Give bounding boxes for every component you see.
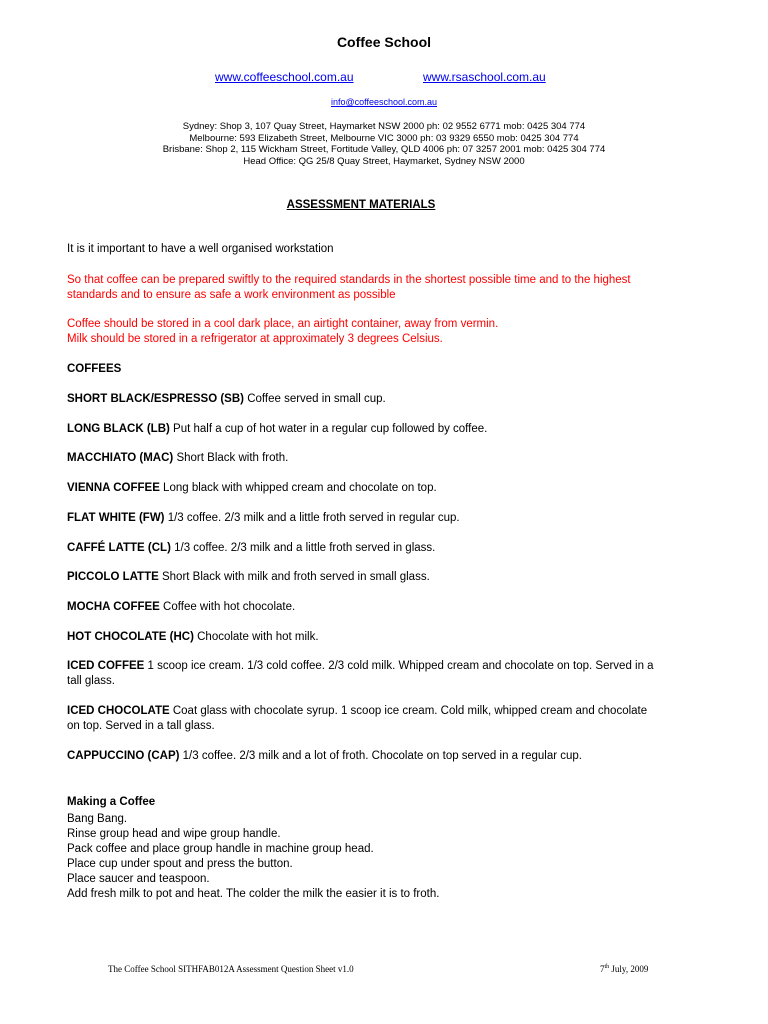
coffee-desc: 1/3 coffee. 2/3 milk and a lot of froth. Chocolate on top served in a regular cup. bbox=[179, 750, 582, 762]
storage-milk-line: Milk should be stored in a refrigerator at approximately 3 degrees Celsius. bbox=[67, 333, 443, 345]
coffee-name: VIENNA COFFEE bbox=[67, 482, 160, 494]
address-melbourne: Melbourne: 593 Elizabeth Street, Melbourne VIC 3000 ph: 03 9329 6550 mob: 0425 304 774 bbox=[189, 132, 579, 144]
red-paragraph-storage bbox=[67, 317, 667, 347]
coffee-desc: 1 scoop ice cream. 1/3 cold coffee. 2/3 cold milk. Whipped cream and chocolate on top. Served in a tall glass. bbox=[67, 660, 654, 687]
coffee-desc: 1/3 coffee. 2/3 milk and a little froth served in regular cup. bbox=[164, 512, 460, 524]
list-item: Place saucer and teaspoon. bbox=[67, 873, 210, 885]
email-row bbox=[0, 97, 768, 107]
coffee-name: CAPPUCCINO (CAP) bbox=[67, 750, 180, 762]
footer-document-id: The Coffee School SITHFAB012A Assessment Question Sheet v1.0 bbox=[108, 964, 354, 974]
coffee-item bbox=[67, 749, 667, 764]
intro-text: It is it important to have a well organised workstation bbox=[67, 243, 334, 255]
coffee-desc: Put half a cup of hot water in a regular cup followed by coffee. bbox=[169, 423, 488, 435]
coffee-name: LONG BLACK (LB) bbox=[67, 423, 170, 435]
coffee-item bbox=[67, 704, 657, 734]
coffee-item bbox=[67, 630, 667, 645]
coffee-name: SHORT BLACK/ESPRESSO (SB) bbox=[67, 393, 244, 405]
document-title: Coffee School bbox=[336, 34, 432, 50]
coffee-desc: Coffee with hot chocolate. bbox=[159, 601, 296, 613]
footer-date-day: 7 bbox=[600, 964, 605, 974]
list-item: Bang Bang. bbox=[67, 813, 128, 825]
rsaschool-link[interactable]: www.rsaschool.com.au bbox=[423, 70, 546, 84]
address-brisbane: Brisbane: Shop 2, 115 Wickham Street, Fortitude Valley, QLD 4006 ph: 07 3257 2001 mob: 0425 304 774 bbox=[162, 144, 606, 155]
coffees-heading: COFFEES bbox=[67, 363, 122, 375]
storage-coffee-line: Coffee should be stored in a cool dark place, an airtight container, away from vermin. bbox=[67, 318, 499, 330]
footer-date bbox=[600, 964, 648, 974]
coffee-name: ICED CHOCOLATE bbox=[67, 705, 170, 717]
coffee-name: CAFFÉ LATTE (CL) bbox=[67, 542, 171, 554]
coffee-item bbox=[67, 451, 667, 466]
making-steps bbox=[67, 812, 667, 902]
coffee-name: MOCHA COFFEE bbox=[67, 601, 160, 613]
coffee-desc: 1/3 coffee. 2/3 milk and a little froth served in glass. bbox=[170, 542, 436, 554]
coffeeschool-link[interactable]: www.coffeeschool.com.au bbox=[215, 70, 354, 84]
coffee-desc: Chocolate with hot milk. bbox=[193, 631, 319, 643]
coffee-desc: Coffee served in small cup. bbox=[244, 393, 386, 405]
list-item: Place cup under spout and press the button. bbox=[67, 858, 293, 870]
coffee-desc: Coat glass with chocolate syrup. 1 scoop ice cream. Cold milk, whipped cream and chocolate on top. Served in a tall glass. bbox=[67, 705, 648, 732]
coffee-name: MACCHIATO (MAC) bbox=[67, 452, 174, 464]
list-item: Add fresh milk to pot and heat. The colder the milk the easier it is to froth. bbox=[67, 888, 440, 900]
coffee-item bbox=[67, 392, 667, 407]
coffee-name: HOT CHOCOLATE (HC) bbox=[67, 631, 194, 643]
coffee-item bbox=[67, 659, 657, 689]
email-link[interactable]: info@coffeeschool.com.au bbox=[330, 97, 438, 107]
coffee-name: FLAT WHITE (FW) bbox=[67, 512, 165, 524]
address-sydney: Sydney: Shop 3, 107 Quay Street, Haymarket NSW 2000 ph: 02 9552 6771 mob: 0425 304 774 bbox=[182, 121, 586, 132]
coffee-item bbox=[67, 570, 667, 585]
coffee-desc: Long black with whipped cream and chocolate on top. bbox=[159, 482, 437, 494]
footer-date-rest: July, 2009 bbox=[609, 964, 649, 974]
addresses-block bbox=[0, 121, 768, 167]
coffee-item bbox=[67, 511, 667, 526]
red-paragraph-standards: So that coffee can be prepared swiftly to the required standards in the shortest possible time and to the highest standards and to ensure as safe a work environment as possible bbox=[67, 274, 631, 301]
coffee-item bbox=[67, 600, 667, 615]
address-head-office: Head Office: QG 25/8 Quay Street, Haymarket, Sydney NSW 2000 bbox=[243, 155, 525, 167]
coffee-desc: Short Black with milk and froth served in small glass. bbox=[158, 571, 430, 583]
coffee-name: ICED COFFEE bbox=[67, 660, 145, 672]
list-item: Rinse group head and wipe group handle. bbox=[67, 828, 281, 840]
coffee-item bbox=[67, 481, 667, 496]
coffee-item bbox=[67, 422, 667, 437]
coffee-name: PICCOLO LATTE bbox=[67, 571, 159, 583]
coffee-item bbox=[67, 541, 667, 556]
making-coffee-heading: Making a Coffee bbox=[67, 796, 156, 808]
list-item: Pack coffee and place group handle in machine group head. bbox=[67, 843, 374, 855]
footer-date-suffix: th bbox=[604, 964, 610, 970]
coffee-desc: Short Black with froth. bbox=[173, 452, 289, 464]
section-heading: ASSESSMENT MATERIALS bbox=[286, 199, 436, 211]
